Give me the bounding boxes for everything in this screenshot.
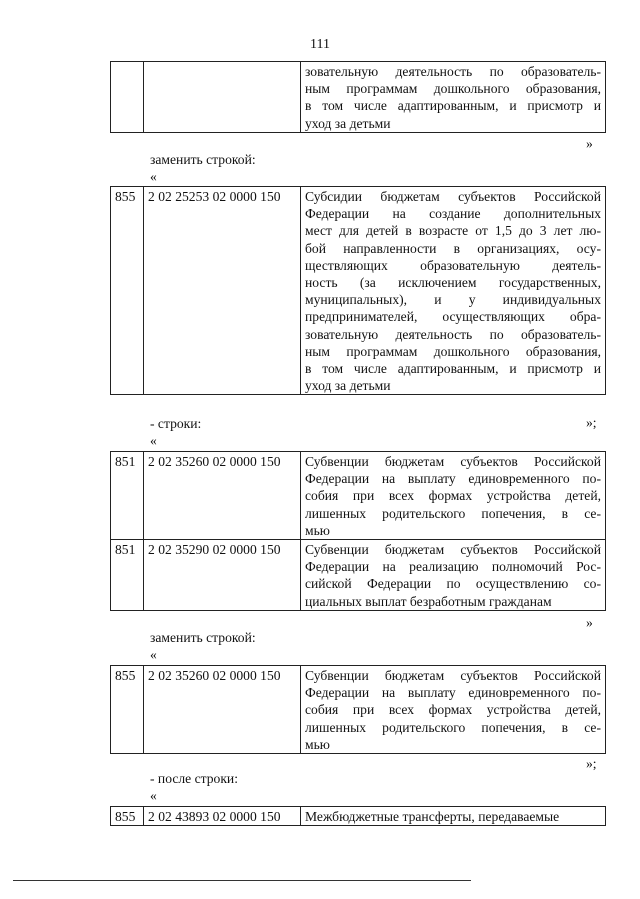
budget-code-cell: 2 02 35260 02 0000 150 [144, 666, 301, 754]
admin-code-cell: 851 [111, 452, 144, 540]
description-line: бой направленности в организациях, осу- [305, 240, 601, 256]
footer-divider [13, 880, 471, 881]
description-line: муниципальных), и у индивидуальных [305, 292, 601, 308]
description-line: уход за детьми [305, 115, 391, 131]
budget-code-cell: 2 02 25253 02 0000 150 [144, 187, 301, 395]
description-line: ность (за исключением государственных, [305, 275, 601, 291]
admin-code-cell: 855 [111, 807, 144, 826]
description-line: мест для детей в возрасте от 1,5 до 3 лет лю- [305, 223, 601, 239]
description-line: Субсидии бюджетам субъектов Российской [305, 189, 601, 204]
description-line: Федерации на создание дополнительных [305, 206, 601, 222]
instruction-label: - строки: [150, 416, 202, 431]
description-line: собия при всех формах устройства детей, [305, 702, 601, 718]
description-line: мью [305, 522, 330, 538]
table-row [111, 187, 606, 395]
closing-quote: » [586, 136, 593, 151]
description-cell [301, 807, 606, 826]
description-line: зовательную деятельность по образователь- [305, 326, 601, 342]
description-line: Субвенции бюджетам субъектов Российской [305, 542, 601, 558]
budget-table-replacement [110, 186, 606, 395]
description-line: ным программам дошкольного образования, [305, 81, 601, 97]
table-row [111, 807, 606, 826]
opening-quote: « [150, 647, 157, 662]
description-line: зовательную деятельность по образователь- [305, 64, 601, 79]
budget-code-cell: 2 02 43893 02 0000 150 [144, 807, 301, 826]
table-row [111, 666, 606, 754]
budget-table-anchor [110, 806, 606, 826]
table-row [111, 540, 606, 611]
description-line: циальных выплат безработным гражданам [305, 593, 552, 609]
instruction-label: заменить строкой: [150, 152, 256, 167]
table-row [111, 62, 606, 133]
admin-code-cell: 855 [111, 666, 144, 754]
description-line: предпринимателей, осуществляющих обра- [305, 309, 601, 325]
description-cell [301, 187, 606, 395]
description-line: Субвенции бюджетам субъектов Российской [305, 668, 601, 683]
description-line: в том числе адаптированным, и присмотр и [305, 98, 601, 114]
budget-table-replacement [110, 665, 606, 754]
closing-quote: »; [586, 415, 597, 430]
budget-table-continuation [110, 61, 606, 133]
closing-quote: »; [586, 756, 597, 771]
description-line: Федерации на выплату единовременного по- [305, 471, 601, 487]
description-line: Федерации на реализацию полномочий Рос- [305, 559, 601, 575]
description-line: ществляющих образовательную деятель- [305, 257, 601, 273]
opening-quote: « [150, 169, 157, 184]
budget-table-rows [110, 451, 606, 611]
opening-quote: « [150, 433, 157, 448]
description-cell [301, 452, 606, 540]
description-cell [301, 540, 606, 611]
closing-quote: » [586, 615, 593, 630]
description-line: Межбюджетные трансферты, передаваемые [305, 809, 560, 824]
page-number: 111 [310, 37, 330, 52]
opening-quote: « [150, 788, 157, 803]
budget-code-cell: 2 02 35290 02 0000 150 [144, 540, 301, 611]
description-line: лишенных родительского попечения, в се- [305, 719, 601, 735]
description-line: мью [305, 736, 330, 752]
budget-code-cell [144, 62, 301, 133]
description-line: Субвенции бюджетам субъектов Российской [305, 454, 601, 469]
description-cell [301, 62, 606, 133]
description-line: лишенных родительского попечения, в се- [305, 505, 601, 521]
description-line: Федерации на выплату единовременного по- [305, 685, 601, 701]
description-line: в том числе адаптированным, и присмотр и [305, 361, 601, 377]
description-cell [301, 666, 606, 754]
budget-code-cell: 2 02 35260 02 0000 150 [144, 452, 301, 540]
admin-code-cell [111, 62, 144, 133]
description-line: уход за детьми [305, 378, 391, 394]
description-line: сийской Федерации по осуществлению со- [305, 576, 601, 592]
instruction-label: заменить строкой: [150, 630, 256, 645]
table-row [111, 452, 606, 540]
admin-code-cell: 851 [111, 540, 144, 611]
description-line: собия при всех формах устройства детей, [305, 488, 601, 504]
description-line: ным программам дошкольного образования, [305, 343, 601, 359]
instruction-label: - после строки: [150, 771, 238, 786]
admin-code-cell: 855 [111, 187, 144, 395]
